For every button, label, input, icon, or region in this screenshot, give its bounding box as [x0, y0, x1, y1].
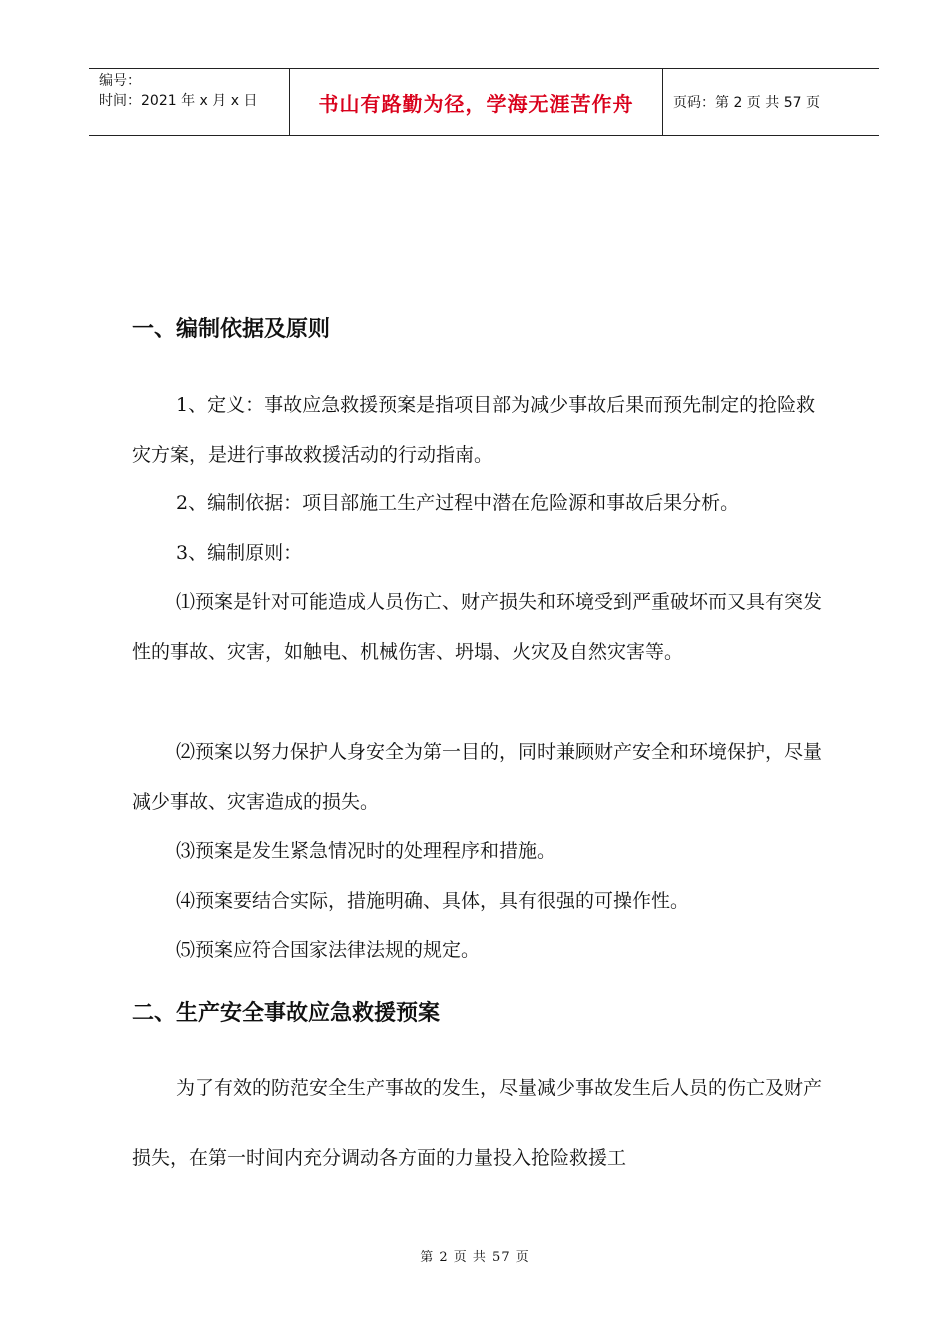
page-header [89, 68, 879, 136]
paragraph: 2、编制依据：项目部施工生产过程中潜在危险源和事故后果分析。 [176, 492, 740, 514]
paragraph: ⑶预案是发生紧急情况时的处理程序和措施。 [176, 840, 557, 862]
header-page-info: 页码：第 2 页 共 57 页 [673, 95, 820, 111]
header-motto: 书山有路勤为径，学海无涯苦作舟 [290, 69, 663, 135]
document-time-label: 时间：2021 年 x 月 x 日 [99, 93, 258, 109]
paragraph: 为了有效的防范安全生产事故的发生，尽量减少事故发生后人员的伤亡及财产损失，在第一时间内充分调动各方面的力量投入抢险救援工 [132, 1077, 823, 1169]
paragraph: ⑷预案要结合实际，措施明确、具体，具有很强的可操作性。 [176, 890, 690, 912]
paragraph: ⑸预案应符合国家法律法规的规定。 [176, 939, 481, 961]
paragraph: ⑴预案是针对可能造成人员伤亡、财产损失和环境受到严重破坏而又具有突发性的事故、灾害，如触电、机械伤害、坍塌、火灾及自然灾害等。 [132, 591, 823, 663]
page-footer: 第 2 页 共 57 页 [420, 1250, 530, 1265]
paragraph: ⑵预案以努力保护人身安全为第一目的，同时兼顾财产安全和环境保护，尽量减少事故、灾害造成的损失。 [132, 741, 823, 813]
paragraph: 1、定义：事故应急救援预案是指项目部为减少事故后果而预先制定的抢险救灾方案，是进行事故救援活动的行动指南。 [132, 394, 816, 466]
section-title: 一、编制依据及原则 [132, 317, 331, 342]
paragraph: 3、编制原则： [176, 542, 303, 564]
section-title: 二、生产安全事故应急救援预案 [132, 1001, 441, 1026]
header-meta [89, 69, 290, 135]
document-number-label: 编号： [99, 73, 141, 89]
